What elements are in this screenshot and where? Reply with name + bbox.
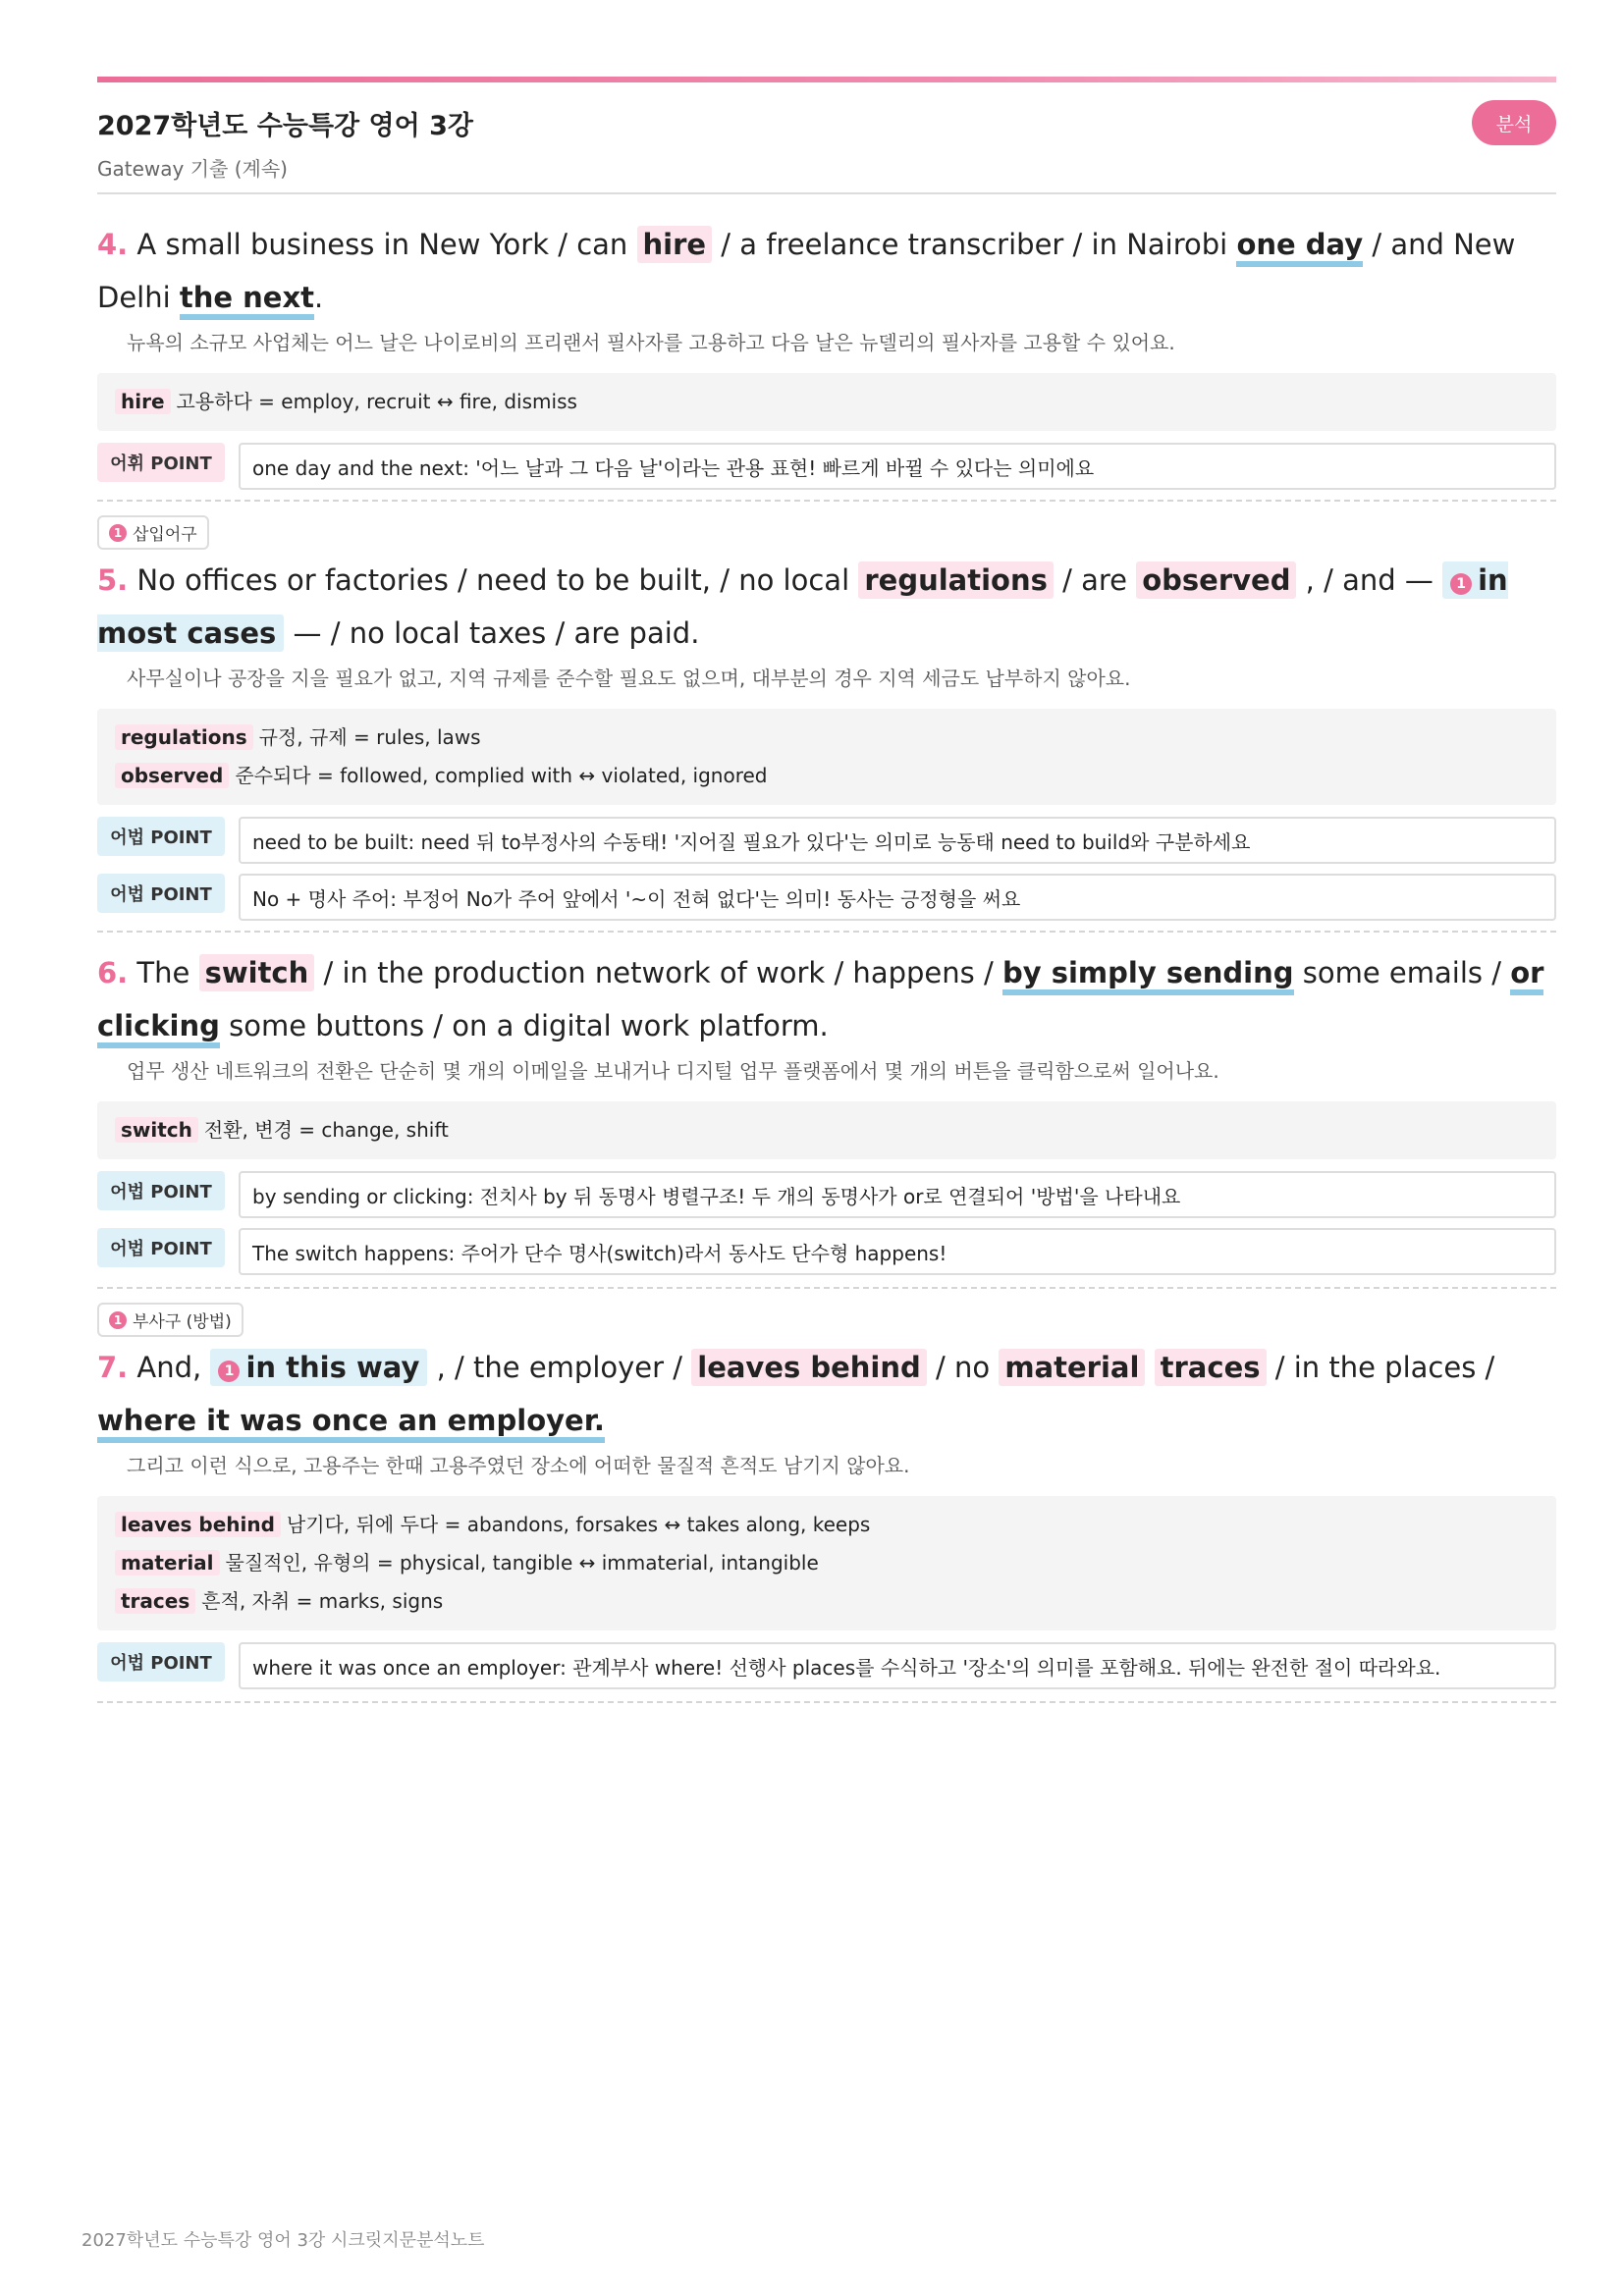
circled-number: 1 — [109, 524, 127, 542]
vocab-highlight: hire — [637, 226, 713, 263]
analysis-badge: 분석 — [1472, 100, 1556, 145]
page-header — [97, 100, 1556, 194]
sentence-5 — [97, 554, 1556, 660]
point-text: The switch happens: 주어가 단수 명사(switch)라서 동사도 단수형 happens! — [239, 1228, 1556, 1275]
grammar-point-label: 어법 POINT — [97, 874, 225, 913]
sentence-number: 7. — [97, 1351, 129, 1384]
vocab-point-row — [97, 443, 1556, 490]
circled-number: 1 — [109, 1311, 127, 1329]
main-content — [97, 218, 1556, 1717]
text-segment: / in the production network of work / happens / — [314, 956, 1002, 989]
vocab-row — [115, 1506, 1539, 1544]
page-subtitle: Gateway 기출 (계속) — [97, 157, 288, 181]
vocab-box — [97, 1101, 1556, 1159]
tag-label: 삽입어구 — [133, 525, 197, 545]
top-accent-bar — [97, 77, 1556, 82]
grammar-point-row — [97, 1171, 1556, 1218]
sentence-4 — [97, 218, 1556, 324]
text-segment: some buttons / on a digital work platform. — [219, 1009, 829, 1042]
grammar-point-row — [97, 874, 1556, 921]
text-segment: No offices or factories / need to be built, / no local — [128, 563, 859, 597]
vocab-word: observed — [115, 763, 229, 788]
grammar-underline: the next — [180, 281, 314, 320]
vocab-box — [97, 373, 1556, 431]
text-segment: , / and — — [1296, 563, 1443, 597]
dashed-divider — [97, 500, 1556, 502]
phrase-text: in this way — [245, 1351, 420, 1384]
text-segment: some emails / — [1293, 956, 1511, 989]
vocab-definition: 흔적, 자취 = marks, signs — [201, 1589, 444, 1613]
vocab-row — [115, 1582, 1539, 1621]
translation: 업무 생산 네트워크의 전환은 단순히 몇 개의 이메일을 보내거나 디지털 업무 플랫폼에서 몇 개의 버튼을 클릭함으로써 일어나요. — [127, 1059, 1219, 1083]
grammar-point-label: 어법 POINT — [97, 1642, 225, 1682]
vocab-word: regulations — [115, 724, 253, 750]
grammar-point-row — [97, 817, 1556, 864]
vocab-definition: 남기다, 뒤에 두다 = abandons, forsakes ↔ takes along, keeps — [286, 1513, 871, 1536]
vocab-highlight: observed — [1136, 561, 1296, 599]
text-segment: / a freelance transcriber / in Nairobi — [712, 228, 1237, 261]
vocab-word: hire — [115, 389, 171, 414]
point-text: need to be built: need 뒤 to부정사의 수동태! '지어질 필요가 있다'는 의미로 능동태 need to build와 구분하세요 — [239, 817, 1556, 864]
sentence-number: 5. — [97, 563, 129, 597]
sentence-7 — [97, 1341, 1556, 1447]
vocab-definition: 준수되다 = followed, complied with ↔ violated, ignored — [235, 764, 768, 787]
vocab-word: switch — [115, 1117, 198, 1143]
dashed-divider — [97, 931, 1556, 933]
grammar-point-label: 어법 POINT — [97, 1228, 225, 1267]
circled-number: 1 — [218, 1361, 240, 1382]
dashed-divider — [97, 1701, 1556, 1703]
page-footer: 2027학년도 수능특강 영어 3강 시크릿지문분석노트 — [81, 2230, 485, 2251]
text-segment: / no — [926, 1351, 1000, 1384]
text-segment: A small business in New York / can — [128, 228, 637, 261]
vocab-word: material — [115, 1550, 220, 1575]
vocab-row — [115, 719, 1539, 757]
phrase-text: in most cases — [97, 563, 1508, 650]
point-text: where it was once an employer: 관계부사 where! 선행사 places를 수식하고 '장소'의 의미를 포함해요. 뒤에는 완전한 절이 따라와요. — [239, 1642, 1556, 1689]
translation: 그리고 이런 식으로, 고용주는 한때 고용주였던 장소에 어떠한 물질적 흔적도 남기지 않아요. — [127, 1454, 910, 1477]
vocab-highlight: leaves behind — [691, 1349, 927, 1386]
grammar-underline: or clicking — [97, 956, 1543, 1048]
translation: 뉴욕의 소규모 사업체는 어느 날은 나이로비의 프리랜서 필사자를 고용하고 다음 날은 뉴델리의 필사자를 고용할 수 있어요. — [127, 331, 1175, 354]
point-text: by sending or clicking: 전치사 by 뒤 동명사 병렬구조! 두 개의 동명사가 or로 연결되어 '방법'을 나타내요 — [239, 1171, 1556, 1218]
tag-label: 부사구 (방법) — [133, 1312, 232, 1332]
vocab-word: traces — [115, 1588, 195, 1614]
vocab-word: leaves behind — [115, 1512, 281, 1537]
vocab-highlight: switch — [199, 954, 315, 991]
circled-number: 1 — [1450, 573, 1472, 595]
text-segment — [1145, 1351, 1154, 1384]
grammar-point-label: 어법 POINT — [97, 817, 225, 856]
grammar-point-row — [97, 1642, 1556, 1689]
text-segment: / in the places / — [1266, 1351, 1495, 1384]
vocab-definition: 전환, 변경 = change, shift — [203, 1118, 449, 1142]
sentence-6 — [97, 946, 1556, 1052]
text-segment: — / no local taxes / are paid. — [284, 616, 700, 650]
text-segment: / and New Delhi — [97, 228, 1516, 314]
translation: 사무실이나 공장을 지을 필요가 없고, 지역 규제를 준수할 필요도 없으며, 대부분의 경우 지역 세금도 납부하지 않아요. — [127, 667, 1131, 690]
vocab-box — [97, 1496, 1556, 1630]
structure-tag — [97, 1303, 243, 1337]
text-segment: . — [314, 281, 324, 314]
vocab-definition: 규정, 규제 = rules, laws — [258, 725, 481, 749]
structure-tag — [97, 515, 209, 550]
grammar-point-label: 어법 POINT — [97, 1171, 225, 1210]
phrase-highlight — [210, 1349, 427, 1386]
vocab-box — [97, 709, 1556, 805]
vocab-highlight: traces — [1155, 1349, 1267, 1386]
vocab-point-label: 어휘 POINT — [97, 443, 225, 482]
vocab-highlight: regulations — [858, 561, 1054, 599]
vocab-row — [115, 1544, 1539, 1582]
sentence-number: 6. — [97, 956, 129, 989]
page-title: 2027학년도 수능특강 영어 3강 — [97, 111, 473, 141]
dashed-divider — [97, 1287, 1556, 1289]
text-segment: The — [128, 956, 199, 989]
vocab-definition: 물질적인, 유형의 = physical, tangible ↔ immaterial, intangible — [225, 1551, 819, 1575]
grammar-underline: by simply sending — [1002, 956, 1294, 995]
grammar-point-row — [97, 1228, 1556, 1275]
sentence-number: 4. — [97, 228, 129, 261]
point-text: No + 명사 주어: 부정어 No가 주어 앞에서 '~이 전혀 없다'는 의미! 동사는 긍정형을 써요 — [239, 874, 1556, 921]
vocab-row — [115, 383, 1539, 421]
grammar-underline: where it was once an employer. — [97, 1404, 605, 1443]
point-text: one day and the next: '어느 날과 그 다음 날'이라는 관용 표현! 빠르게 바뀔 수 있다는 의미에요 — [239, 443, 1556, 490]
grammar-underline: one day — [1236, 228, 1363, 267]
vocab-row — [115, 1111, 1539, 1149]
text-segment: / are — [1053, 563, 1137, 597]
vocab-definition: 고용하다 = employ, recruit ↔ fire, dismiss — [176, 390, 577, 413]
vocab-row — [115, 757, 1539, 795]
text-segment: And, — [128, 1351, 211, 1384]
text-segment: , / the employer / — [427, 1351, 692, 1384]
vocab-highlight: material — [999, 1349, 1145, 1386]
